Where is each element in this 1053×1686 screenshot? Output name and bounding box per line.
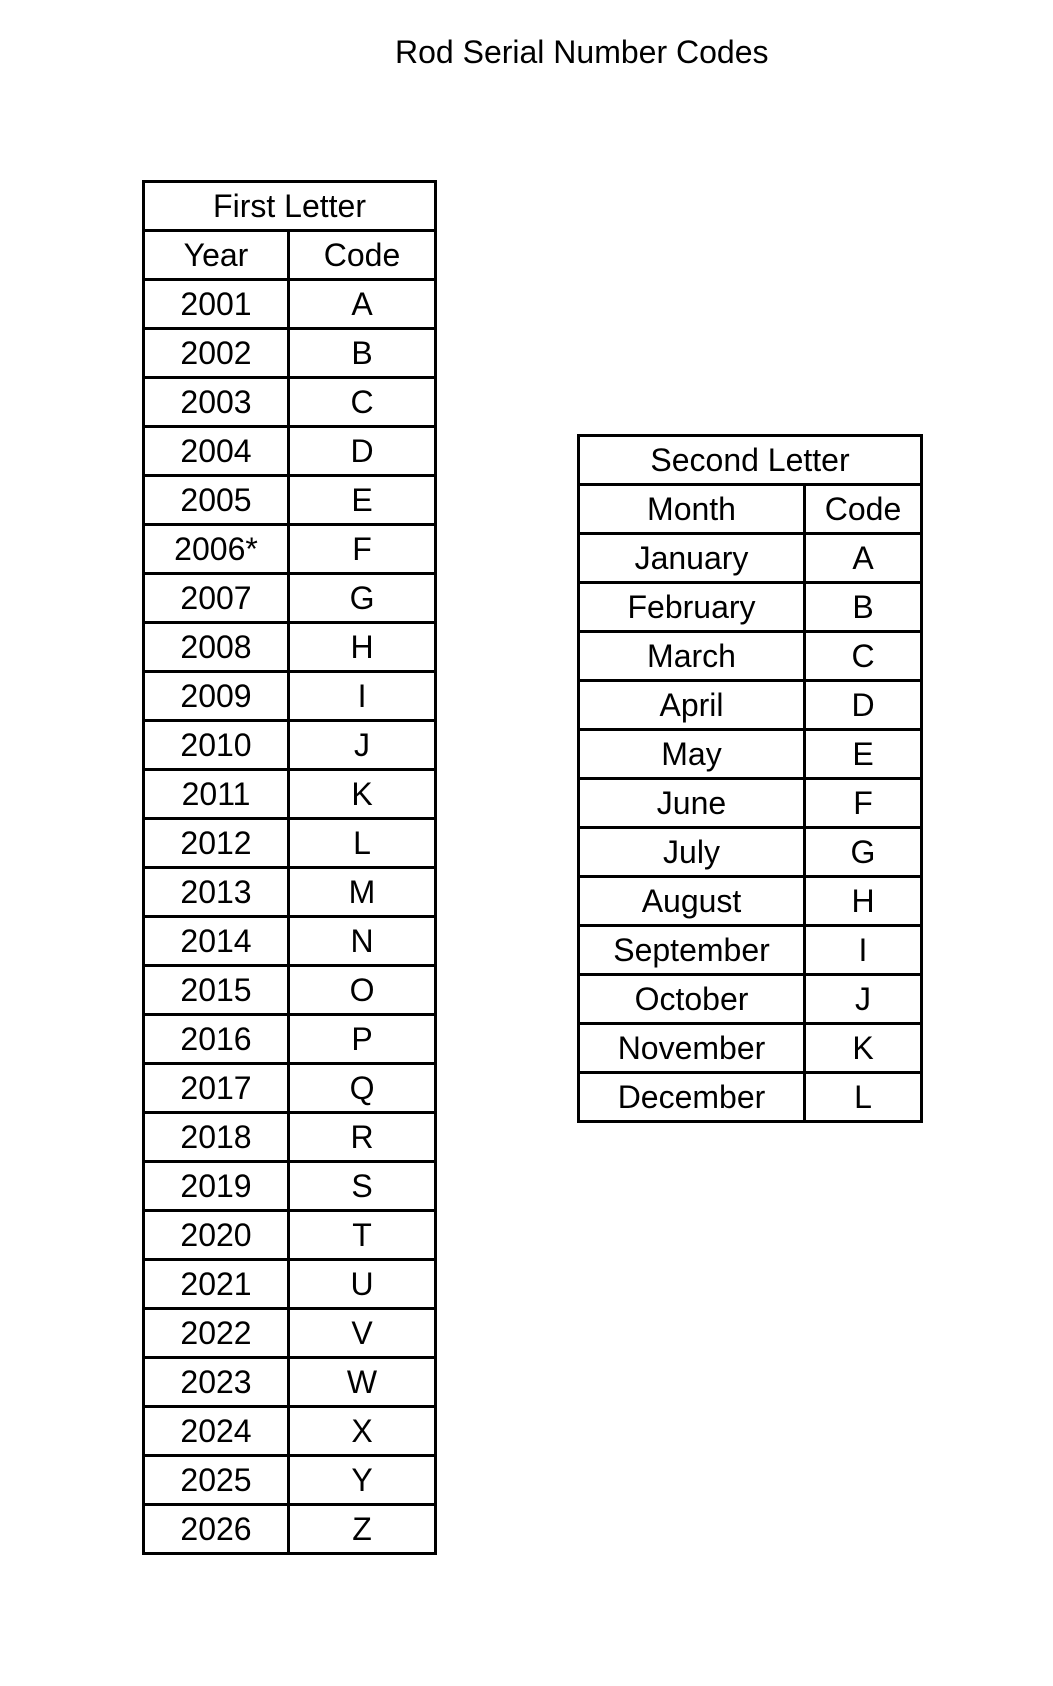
month-cell: December	[579, 1073, 805, 1122]
table-row	[144, 476, 436, 525]
code-cell: F	[289, 525, 436, 574]
code-cell: B	[289, 329, 436, 378]
code-cell: R	[289, 1113, 436, 1162]
year-cell: 2013	[144, 868, 289, 917]
table-row	[579, 681, 922, 730]
table-column-header-row	[144, 231, 436, 280]
year-cell: 2006*	[144, 525, 289, 574]
code-cell: M	[289, 868, 436, 917]
year-cell: 2002	[144, 329, 289, 378]
code-cell: F	[805, 779, 922, 828]
table-row	[579, 975, 922, 1024]
month-cell: May	[579, 730, 805, 779]
code-cell: L	[805, 1073, 922, 1122]
year-cell: 2003	[144, 378, 289, 427]
table-row	[579, 1024, 922, 1073]
year-cell: 2004	[144, 427, 289, 476]
code-cell: Z	[289, 1505, 436, 1554]
table-row	[144, 427, 436, 476]
month-cell: March	[579, 632, 805, 681]
table-row	[579, 828, 922, 877]
table-row	[579, 730, 922, 779]
table-row	[144, 1162, 436, 1211]
table-row	[579, 583, 922, 632]
second-letter-table	[577, 434, 923, 1123]
first-letter-heading: First Letter	[144, 182, 436, 231]
code-cell: H	[805, 877, 922, 926]
year-cell: 2014	[144, 917, 289, 966]
year-cell: 2017	[144, 1064, 289, 1113]
year-cell: 2012	[144, 819, 289, 868]
code-cell: L	[289, 819, 436, 868]
month-cell: February	[579, 583, 805, 632]
table-column-header-row	[579, 485, 922, 534]
table-heading-row	[579, 436, 922, 485]
table-row	[144, 966, 436, 1015]
second-letter-heading: Second Letter	[579, 436, 922, 485]
year-cell: 2008	[144, 623, 289, 672]
code-cell: K	[805, 1024, 922, 1073]
year-cell: 2007	[144, 574, 289, 623]
month-cell: November	[579, 1024, 805, 1073]
code-column-header: Code	[805, 485, 922, 534]
code-column-header: Code	[289, 231, 436, 280]
table-row	[144, 917, 436, 966]
month-cell: April	[579, 681, 805, 730]
code-cell: A	[289, 280, 436, 329]
code-cell: Q	[289, 1064, 436, 1113]
table-row	[144, 672, 436, 721]
code-cell: E	[289, 476, 436, 525]
code-cell: G	[805, 828, 922, 877]
year-cell: 2015	[144, 966, 289, 1015]
month-cell: September	[579, 926, 805, 975]
year-cell: 2009	[144, 672, 289, 721]
table-row	[144, 721, 436, 770]
year-cell: 2018	[144, 1113, 289, 1162]
code-cell: D	[289, 427, 436, 476]
year-cell: 2026	[144, 1505, 289, 1554]
code-cell: Y	[289, 1456, 436, 1505]
table-row	[579, 877, 922, 926]
year-cell: 2025	[144, 1456, 289, 1505]
year-cell: 2019	[144, 1162, 289, 1211]
table-row	[144, 868, 436, 917]
table-row	[144, 819, 436, 868]
table-row	[144, 525, 436, 574]
table-row	[144, 1064, 436, 1113]
code-cell: O	[289, 966, 436, 1015]
code-cell: I	[805, 926, 922, 975]
table-row	[144, 1309, 436, 1358]
table-row	[144, 1505, 436, 1554]
table-row	[579, 926, 922, 975]
table-row	[144, 378, 436, 427]
table-row	[144, 574, 436, 623]
code-cell: B	[805, 583, 922, 632]
code-cell: H	[289, 623, 436, 672]
month-cell: October	[579, 975, 805, 1024]
table-row	[144, 1407, 436, 1456]
code-cell: T	[289, 1211, 436, 1260]
table-row	[144, 770, 436, 819]
table-row	[144, 1358, 436, 1407]
code-cell: P	[289, 1015, 436, 1064]
table-row	[144, 1113, 436, 1162]
table-row	[144, 1260, 436, 1309]
year-cell: 2022	[144, 1309, 289, 1358]
year-cell: 2005	[144, 476, 289, 525]
code-cell: D	[805, 681, 922, 730]
table-row	[144, 1211, 436, 1260]
code-cell: C	[289, 378, 436, 427]
year-column-header: Year	[144, 231, 289, 280]
table-row	[579, 632, 922, 681]
table-row	[579, 1073, 922, 1122]
year-cell: 2010	[144, 721, 289, 770]
code-cell: C	[805, 632, 922, 681]
month-cell: June	[579, 779, 805, 828]
page-title: Rod Serial Number Codes	[395, 34, 769, 70]
code-cell: A	[805, 534, 922, 583]
table-row	[144, 1015, 436, 1064]
year-cell: 2001	[144, 280, 289, 329]
month-column-header: Month	[579, 485, 805, 534]
code-cell: E	[805, 730, 922, 779]
code-cell: X	[289, 1407, 436, 1456]
table-row	[144, 329, 436, 378]
year-cell: 2011	[144, 770, 289, 819]
first-letter-table	[142, 180, 437, 1555]
code-cell: N	[289, 917, 436, 966]
year-cell: 2021	[144, 1260, 289, 1309]
code-cell: I	[289, 672, 436, 721]
table-row	[579, 779, 922, 828]
table-row	[144, 623, 436, 672]
table-row	[144, 1456, 436, 1505]
month-cell: August	[579, 877, 805, 926]
table-row	[144, 280, 436, 329]
year-cell: 2024	[144, 1407, 289, 1456]
code-cell: U	[289, 1260, 436, 1309]
table-heading-row	[144, 182, 436, 231]
code-cell: J	[289, 721, 436, 770]
month-cell: July	[579, 828, 805, 877]
year-cell: 2020	[144, 1211, 289, 1260]
code-cell: G	[289, 574, 436, 623]
code-cell: J	[805, 975, 922, 1024]
year-cell: 2023	[144, 1358, 289, 1407]
month-cell: January	[579, 534, 805, 583]
code-cell: K	[289, 770, 436, 819]
code-cell: S	[289, 1162, 436, 1211]
code-cell: W	[289, 1358, 436, 1407]
year-cell: 2016	[144, 1015, 289, 1064]
table-row	[579, 534, 922, 583]
code-cell: V	[289, 1309, 436, 1358]
